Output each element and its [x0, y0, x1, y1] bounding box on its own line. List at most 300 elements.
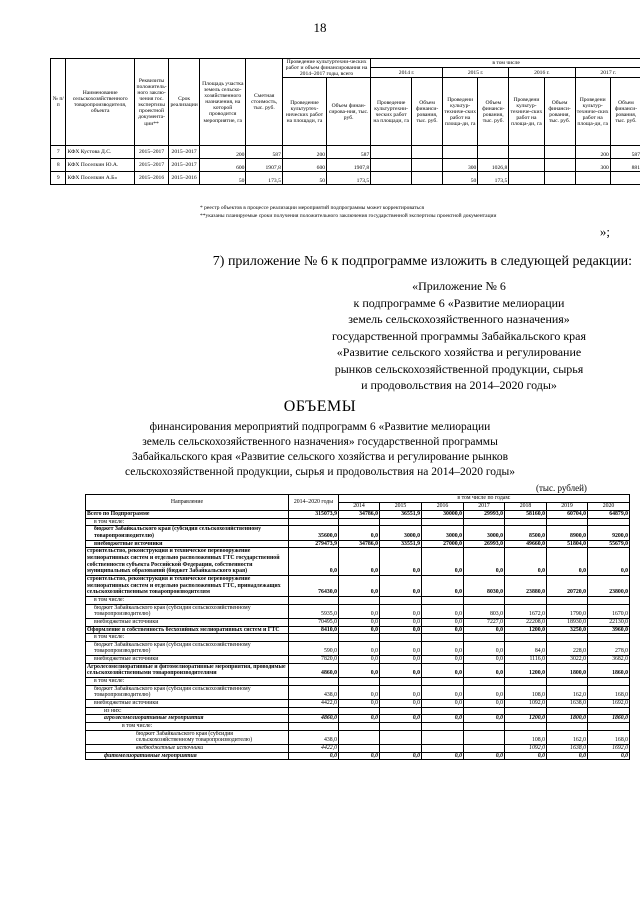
table-cell: 2015–2017	[169, 159, 200, 172]
value-cell: 0,0	[380, 656, 422, 664]
col-incl: в том числе	[371, 59, 640, 68]
description-line: сельскохозяйственной продукции, сырья и продовольствия на 2014–2020 годы»	[124, 466, 516, 478]
value-cell: 0,0	[547, 752, 588, 760]
value-cell	[289, 707, 339, 715]
table-row	[86, 548, 630, 576]
value-cell	[422, 730, 464, 744]
value-cell: 0,0	[339, 575, 380, 596]
value-cell: 4422,0	[289, 745, 339, 753]
value-cell	[380, 518, 422, 526]
value-cell: 36551,9	[380, 511, 422, 519]
value-cell	[422, 723, 464, 731]
value-cell: 0,0	[464, 641, 505, 655]
value-cell: 0,0	[422, 626, 464, 634]
col-direction: Направление	[86, 495, 289, 511]
value-cell: 8500,0	[505, 526, 547, 540]
col-year-2014: 2014 г.	[371, 68, 443, 78]
value-cell: 0,0	[289, 752, 339, 760]
value-cell: 0,0	[588, 752, 630, 760]
value-cell: 3000,0	[422, 526, 464, 540]
table-cell: 173,5	[246, 172, 282, 185]
row-label: в том числе:	[86, 596, 289, 604]
table-cell: 50	[443, 172, 478, 185]
value-cell: 0,0	[547, 548, 588, 576]
value-cell: 279473,9	[289, 540, 339, 548]
row-label: агролесомелиоративные мероприятия	[86, 715, 289, 723]
annex-line: земель сельскохозяйственного назначения»	[348, 312, 570, 326]
table-cell: 50	[200, 172, 246, 185]
value-cell	[464, 723, 505, 731]
value-cell: 0,0	[422, 575, 464, 596]
value-cell: 22208,0	[505, 618, 547, 626]
title-description	[120, 420, 520, 480]
row-label: бюджет Забайкальского края (субсидия сельскохозяйственному товаропроизводителю)	[86, 604, 289, 618]
value-cell	[464, 518, 505, 526]
value-cell	[464, 730, 505, 744]
row-label: в том числе:	[86, 518, 289, 526]
value-cell: 0,0	[380, 604, 422, 618]
table-row	[86, 730, 630, 744]
table-row	[86, 678, 630, 686]
item-7-heading: 7) приложение № 6 к подпрограмме изложить в следующей редакции:	[212, 254, 632, 269]
col-by-years: в том числе по годам:	[339, 495, 630, 503]
table-row	[86, 707, 630, 715]
value-cell: 0,0	[464, 663, 505, 677]
unit-label: (тыс. рублей)	[536, 483, 587, 493]
table-cell: 2015–2017	[169, 146, 200, 159]
table-cell: 173,5	[478, 172, 509, 185]
value-cell: 0,0	[339, 715, 380, 723]
value-cell: 0,0	[380, 548, 422, 576]
table-row	[86, 626, 630, 634]
value-cell: 0,0	[588, 548, 630, 576]
value-cell	[505, 596, 547, 604]
value-cell: 0,0	[339, 752, 380, 760]
table-cell: 200	[200, 146, 246, 159]
value-cell	[380, 634, 422, 642]
value-cell	[547, 707, 588, 715]
table-row	[86, 663, 630, 677]
value-cell: 1638,0	[547, 700, 588, 708]
col-vol-2016: Объем финанси-рования, тыс. руб.	[544, 78, 575, 146]
value-cell: 27000,0	[422, 540, 464, 548]
value-cell: 29993,0	[464, 511, 505, 519]
table-row	[86, 526, 630, 540]
value-cell	[422, 634, 464, 642]
table-row	[86, 641, 630, 655]
table-cell: 2015–2017	[134, 146, 168, 159]
col-vol-2017: Объем финанси-рования, тыс. руб.	[610, 78, 640, 146]
table-row	[86, 685, 630, 699]
value-cell	[422, 596, 464, 604]
value-cell: 3000,0	[380, 526, 422, 540]
value-cell	[289, 518, 339, 526]
value-cell: 0,0	[339, 663, 380, 677]
value-cell: 7820,0	[289, 656, 339, 664]
value-cell	[422, 707, 464, 715]
value-cell	[547, 723, 588, 731]
value-cell: 1800,0	[547, 715, 588, 723]
value-cell: 1692,0	[588, 745, 630, 753]
table-row	[86, 752, 630, 760]
value-cell: 8410,0	[289, 626, 339, 634]
value-cell: 0,0	[339, 604, 380, 618]
table-cell	[544, 172, 575, 185]
value-cell: 0,0	[380, 715, 422, 723]
table-cell	[443, 146, 478, 159]
value-cell	[464, 707, 505, 715]
value-cell: 1800,0	[547, 663, 588, 677]
value-cell	[588, 707, 630, 715]
value-cell: 1670,0	[588, 604, 630, 618]
table-cell	[509, 146, 544, 159]
value-cell: 0,0	[339, 548, 380, 576]
col-area: Площадь участка земель сельско-хозяйственного назначения, на которой проводится мероприятие, га	[200, 59, 246, 146]
value-cell: 278,0	[588, 641, 630, 655]
row-label: внебюджетные источники	[86, 700, 289, 708]
table-cell: 600	[200, 159, 246, 172]
value-cell	[588, 518, 630, 526]
table-row	[86, 540, 630, 548]
col-num: № п/п	[51, 59, 66, 146]
row-label: в том числе:	[86, 723, 289, 731]
value-cell: 0,0	[289, 548, 339, 576]
col-2018: 2018	[505, 503, 547, 511]
value-cell: 84,0	[505, 641, 547, 655]
value-cell	[339, 596, 380, 604]
row-label: бюджет Забайкальского края (субсидия сельскохозяйственному товаропроизводителю)	[86, 641, 289, 655]
annex-line: «Развитие сельского хозяйства и регулирование	[336, 345, 582, 359]
value-cell	[464, 596, 505, 604]
table-row	[86, 604, 630, 618]
table-cell: КФХ Поселкин А.Б»	[66, 172, 134, 185]
value-cell: 0,0	[422, 715, 464, 723]
value-cell: 22130,0	[588, 618, 630, 626]
row-label: бюджет Забайкальского края (субсидия сельскохозяйственному товаропроизводителю)	[86, 730, 289, 744]
value-cell	[464, 678, 505, 686]
value-cell: 0,0	[380, 618, 422, 626]
table-row	[86, 745, 630, 753]
table-cell: КФХ Поселкин Ю.А.	[66, 159, 134, 172]
col-year-2017: 2017 г.	[575, 68, 640, 78]
value-cell: 8030,0	[464, 575, 505, 596]
table-row	[86, 656, 630, 664]
col-works-2017: Проведени культур-техниче-ских работ на площа-ди, га	[575, 78, 610, 146]
value-cell: 0,0	[464, 752, 505, 760]
col-2017: 2017	[464, 503, 505, 511]
value-cell: 1092,0	[505, 700, 547, 708]
row-label: внебюджетные источники	[86, 656, 289, 664]
value-cell: 0,0	[380, 752, 422, 760]
description-line: Забайкальского края «Развитие сельского хозяйства и регулирование рынков	[131, 451, 509, 463]
value-cell: 64879,0	[588, 511, 630, 519]
value-cell: 23880,0	[505, 575, 547, 596]
table-row	[86, 723, 630, 731]
row-label: бюджет Забайкальского края (субсидия сельскохозяйственному товаропроизводителю)	[86, 526, 289, 540]
row-label: внебюджетные источники	[86, 540, 289, 548]
value-cell	[339, 678, 380, 686]
value-cell: 4860,0	[289, 715, 339, 723]
value-cell: 60704,0	[547, 511, 588, 519]
value-cell	[464, 634, 505, 642]
table-cell: 1026,8	[478, 159, 509, 172]
value-cell: 0,0	[380, 641, 422, 655]
table-row	[51, 146, 640, 159]
value-cell	[505, 678, 547, 686]
value-cell: 0,0	[505, 752, 547, 760]
value-cell: 0,0	[422, 752, 464, 760]
value-cell: 0,0	[380, 700, 422, 708]
footnote-2: **указаны планируемые сроки получения положительного заключения государственной экспертизы проектной документации	[200, 213, 497, 219]
value-cell	[505, 707, 547, 715]
col-works-2014: Проведение культуртехни-ческих работ на площади, га	[371, 78, 412, 146]
table-cell: 2015–2016	[134, 172, 168, 185]
col-vol-2015: Объем финанси-рования, тыс. руб.	[478, 78, 509, 146]
row-label: в том числе:	[86, 678, 289, 686]
value-cell	[547, 678, 588, 686]
value-cell: 590,0	[289, 641, 339, 655]
value-cell: 162,0	[547, 730, 588, 744]
table-cell	[412, 159, 443, 172]
value-cell	[289, 723, 339, 731]
value-cell	[505, 634, 547, 642]
value-cell	[380, 745, 422, 753]
value-cell: 35600,0	[289, 526, 339, 540]
row-label: внебюджетные источники	[86, 618, 289, 626]
table-cell: 1907,8	[327, 159, 371, 172]
objects-table	[50, 58, 640, 185]
value-cell: 0,0	[422, 663, 464, 677]
value-cell	[380, 723, 422, 731]
value-cell: 0,0	[422, 685, 464, 699]
row-label: Оформление в собственность бесхозяйных мелиоративных систем и ГТС	[86, 626, 289, 634]
table-row	[86, 518, 630, 526]
value-cell: 0,0	[464, 548, 505, 576]
value-cell	[547, 596, 588, 604]
col-volume: Объем финан-сирова-ния, тыс. руб.	[327, 78, 371, 146]
value-cell: 0,0	[380, 685, 422, 699]
col-works: Проведение культуртех-нических работ на площади, га	[282, 78, 326, 146]
row-label: фитомелиоративные мероприятия	[86, 752, 289, 760]
value-cell: 3682,0	[588, 656, 630, 664]
value-cell: 1692,0	[588, 700, 630, 708]
value-cell: 33551,9	[380, 540, 422, 548]
value-cell: 438,0	[289, 685, 339, 699]
value-cell: 23800,0	[588, 575, 630, 596]
value-cell: 4422,0	[289, 700, 339, 708]
annex-line: и продовольствия на 2014–2020 годы»	[361, 378, 557, 392]
value-cell: 0,0	[464, 700, 505, 708]
value-cell: 168,0	[588, 685, 630, 699]
table-cell	[371, 146, 412, 159]
table-row	[86, 596, 630, 604]
document-title: ОБЪЕМЫ	[283, 398, 357, 415]
table-cell: 9	[51, 172, 66, 185]
table-row	[86, 575, 630, 596]
value-cell: 9200,0	[588, 526, 630, 540]
col-2015: 2015	[380, 503, 422, 511]
value-cell: 1860,0	[588, 715, 630, 723]
table-cell	[610, 172, 640, 185]
value-cell	[547, 518, 588, 526]
col-works-2016: Проведени культур-техниче-ских работ на площа-ди, га	[509, 78, 544, 146]
value-cell: 0,0	[422, 700, 464, 708]
value-cell: 228,0	[547, 641, 588, 655]
table-cell: 587	[246, 146, 282, 159]
col-2016: 2016	[422, 503, 464, 511]
value-cell: 0,0	[464, 685, 505, 699]
value-cell: 0,0	[422, 548, 464, 576]
value-cell	[380, 707, 422, 715]
value-cell: 1092,0	[505, 745, 547, 753]
row-label: Агролесомелиоративные и фитомелиоративные мероприятия, проводимые сельскохозяйственными товаропроизводителями	[86, 663, 289, 677]
value-cell: 18930,0	[547, 618, 588, 626]
row-label: бюджет Забайкальского края (субсидия сельскохозяйственному товаропроизводителю)	[86, 685, 289, 699]
value-cell: 20720,0	[547, 575, 588, 596]
value-cell	[422, 745, 464, 753]
value-cell: 34786,0	[339, 540, 380, 548]
value-cell: 70495,0	[289, 618, 339, 626]
row-label: строительство, реконструкция и техническое перевооружение мелиоративных систем и отдельно расположенных ГТС государственной собственности субъекта Российской Федерации, собственности муниципальных образований (бюджет Забайкальского края)	[86, 548, 289, 576]
table-cell: 8	[51, 159, 66, 172]
annex-line: к подпрограмме 6 «Развитие мелиорации	[353, 295, 565, 310]
value-cell: 0,0	[339, 626, 380, 634]
table-row	[86, 634, 630, 642]
value-cell: 108,0	[505, 730, 547, 744]
value-cell: 1116,0	[505, 656, 547, 664]
col-works-group: Проведение культуртехни-ческих работ и объем финансирования на 2014–2017 годы, всего	[282, 59, 370, 78]
col-2019: 2019	[547, 503, 588, 511]
value-cell: 4860,0	[289, 663, 339, 677]
row-label: в том числе:	[86, 634, 289, 642]
table-cell	[412, 172, 443, 185]
value-cell	[588, 634, 630, 642]
value-cell: 1638,0	[547, 745, 588, 753]
table-cell: КФХ Кустова Д.С.	[66, 146, 134, 159]
row-label: внебюджетные источники	[86, 745, 289, 753]
table-cell: 587	[327, 146, 371, 159]
table-cell: 2015–2016	[169, 172, 200, 185]
value-cell	[339, 518, 380, 526]
value-cell: 1790,0	[547, 604, 588, 618]
value-cell: 0,0	[339, 641, 380, 655]
table-cell: 881	[610, 159, 640, 172]
table-row	[86, 618, 630, 626]
value-cell	[505, 518, 547, 526]
table-row	[86, 700, 630, 708]
table-cell	[371, 159, 412, 172]
table-row	[51, 159, 640, 172]
table-row	[86, 715, 630, 723]
col-cost: Сметная стоимость, тыс. руб.	[246, 59, 282, 146]
value-cell	[588, 723, 630, 731]
value-cell: 315073,9	[289, 511, 339, 519]
value-cell	[422, 518, 464, 526]
value-cell: 0,0	[422, 604, 464, 618]
value-cell: 438,0	[289, 730, 339, 744]
table-row	[86, 511, 630, 519]
annex-line: рынков сельскохозяйственной продукции, сырья	[334, 361, 584, 376]
col-term: Срок реализации	[169, 59, 200, 146]
table-cell: 200	[282, 146, 326, 159]
value-cell	[339, 723, 380, 731]
value-cell: 3022,0	[547, 656, 588, 664]
value-cell: 1200,0	[505, 715, 547, 723]
footnote-1: * реестр объектов в процессе реализации мероприятий подпрограммы может корректироваться	[200, 205, 425, 211]
table-cell: 50	[282, 172, 326, 185]
annex-header	[300, 278, 618, 394]
value-cell: 1200,0	[505, 626, 547, 634]
row-label: из них:	[86, 707, 289, 715]
value-cell: 26993,0	[464, 540, 505, 548]
value-cell: 0,0	[464, 656, 505, 664]
value-cell: 0,0	[464, 715, 505, 723]
col-vol-2014: Объем финанси-рования, тыс. руб.	[412, 78, 443, 146]
table-cell: 7	[51, 146, 66, 159]
table-cell	[478, 146, 509, 159]
table-cell	[575, 172, 610, 185]
value-cell: 3000,0	[464, 526, 505, 540]
value-cell: 0,0	[505, 548, 547, 576]
value-cell: 58160,0	[505, 511, 547, 519]
value-cell: 0,0	[339, 685, 380, 699]
col-year-2016: 2016 г.	[509, 68, 575, 78]
col-2014: 2014	[339, 503, 380, 511]
table-cell: 173,5	[327, 172, 371, 185]
value-cell	[588, 678, 630, 686]
value-cell	[547, 634, 588, 642]
row-label: Всего по Подпрограмме	[86, 511, 289, 519]
value-cell: 1200,0	[505, 663, 547, 677]
value-cell	[380, 596, 422, 604]
value-cell: 0,0	[422, 618, 464, 626]
value-cell: 49660,0	[505, 540, 547, 548]
table-cell: 200	[575, 146, 610, 159]
table-cell	[371, 172, 412, 185]
value-cell	[339, 707, 380, 715]
value-cell: 8900,0	[547, 526, 588, 540]
value-cell	[505, 723, 547, 731]
page-number: 18	[313, 20, 327, 35]
col-total: 2014–2020 годы	[289, 495, 339, 511]
description-line: финансирования мероприятий подпрограмм 6 «Развитие мелиорации	[149, 421, 491, 433]
value-cell: 76430,0	[289, 575, 339, 596]
col-2020: 2020	[588, 503, 630, 511]
annex-line: «Приложение № 6	[412, 279, 506, 293]
value-cell: 0,0	[339, 526, 380, 540]
value-cell	[380, 678, 422, 686]
value-cell: 0,0	[339, 618, 380, 626]
table-cell: 600	[282, 159, 326, 172]
table-cell: 1907,8	[246, 159, 282, 172]
value-cell	[339, 634, 380, 642]
closing-quote: »;	[599, 224, 610, 239]
value-cell: 3250,0	[547, 626, 588, 634]
value-cell	[588, 596, 630, 604]
value-cell: 30000,0	[422, 511, 464, 519]
value-cell: 0,0	[380, 663, 422, 677]
table-cell	[544, 146, 575, 159]
value-cell: 3960,0	[588, 626, 630, 634]
value-cell	[380, 730, 422, 744]
col-year-2015: 2015 г.	[443, 68, 509, 78]
value-cell	[289, 678, 339, 686]
value-cell: 0,0	[422, 641, 464, 655]
value-cell: 34786,0	[339, 511, 380, 519]
annex-line: государственной программы Забайкальского края	[331, 328, 587, 343]
description-line: земель сельскохозяйственного назначения» государственной программы	[142, 436, 498, 448]
value-cell	[289, 596, 339, 604]
